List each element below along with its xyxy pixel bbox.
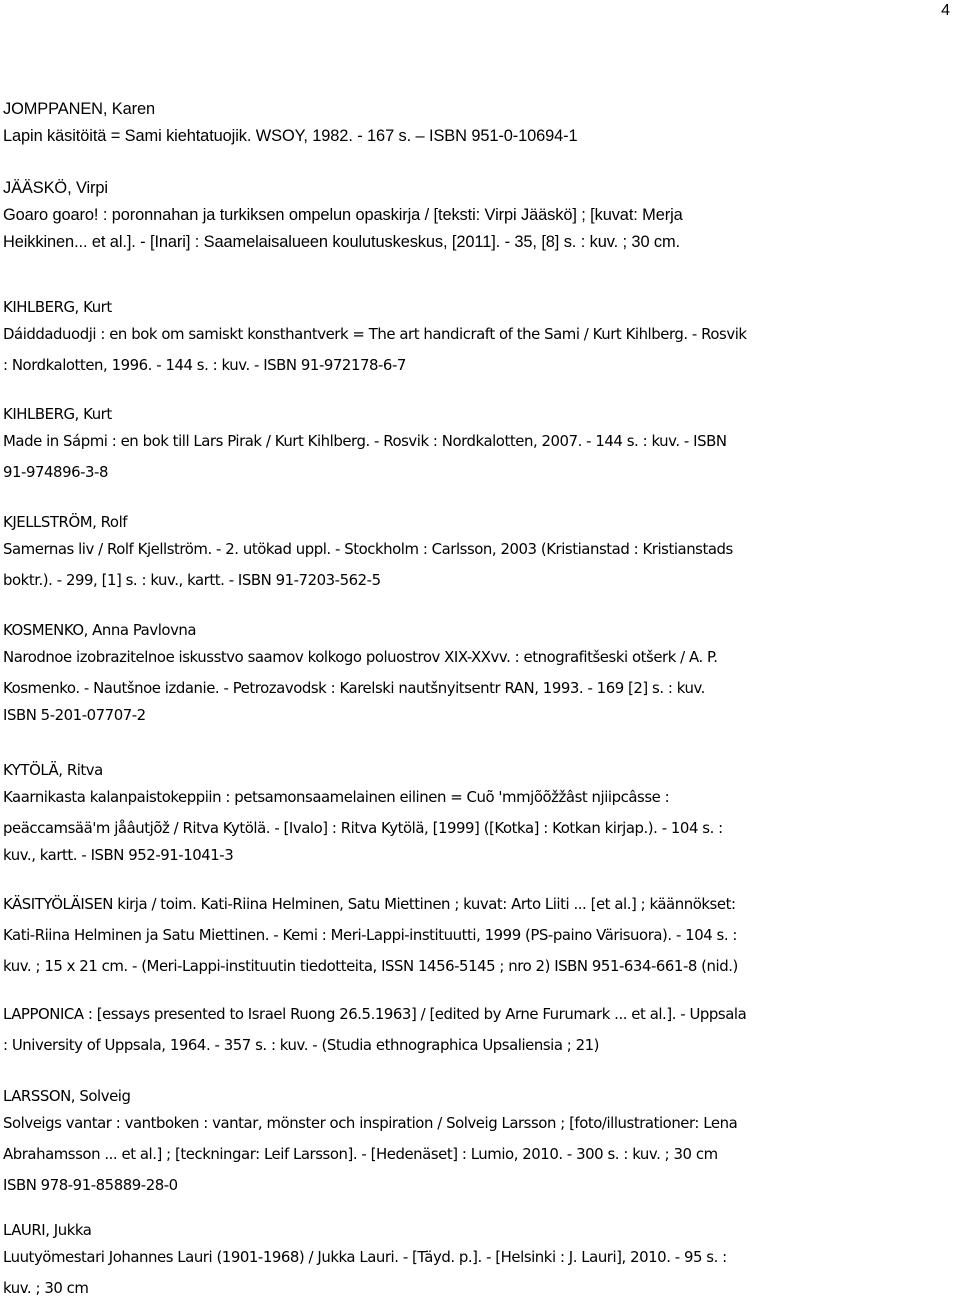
bibliography-entry <box>3 757 958 869</box>
entry-author: KJELLSTRÖM, Rolf <box>3 513 128 531</box>
entry-text-line: Dáiddaduodji : en bok om samiskt konsthantverk = The art handicraft of the Sami / Kurt Kihlberg. - Rosvik <box>3 325 747 343</box>
entry-author: KIHLBERG, Kurt <box>3 298 112 316</box>
bibliography-entry <box>3 617 958 729</box>
entry-text-line: : University of Uppsala, 1964. - 357 s. : kuv. - (Studia ethnographica Upsaliensia ; 21) <box>3 1036 600 1054</box>
entry-text-line: peäccamsää'm jåâutjõž / Ritva Kytölä. - [Ivalo] : Ritva Kytölä, [1999] ([Kotka] : Kotkan kirjap.). - 104 s. : <box>3 819 723 837</box>
entry-text-line: Made in Sápmi : en bok till Lars Pirak / Kurt Kihlberg. - Rosvik : Nordkalotten, 2007. - 144 s. : kuv. - ISBN <box>3 432 727 450</box>
entry-text-line: Luutyömestari Johannes Lauri (1901-1968) / Jukka Lauri. - [Täyd. p.]. - [Helsinki : J. Lauri], 2010. - 95 s. : <box>3 1248 727 1266</box>
entry-text-line: Lapin käsitöitä = Sami kiehtatuojik. WSOY, 1982. - 167 s. – ISBN 951-0-10694-1 <box>3 127 578 145</box>
entry-author: KIHLBERG, Kurt <box>3 405 112 423</box>
entry-author: LARSSON, Solveig <box>3 1087 131 1105</box>
entry-author: KOSMENKO, Anna Pavlovna <box>3 621 197 639</box>
entry-text-line: ISBN 978-91-85889-28-0 <box>3 1176 178 1194</box>
entry-text-line: : Nordkalotten, 1996. - 144 s. : kuv. - ISBN 91-972178-6-7 <box>3 356 406 374</box>
bibliography-entry <box>3 175 958 256</box>
entry-text-line: Goaro goaro! : poronnahan ja turkiksen ompelun opaskirja / [teksti: Virpi Jääskö] ; [kuvat: Merja <box>3 206 683 224</box>
bibliography-entry <box>3 96 958 150</box>
entry-text-line: Narodnoe izobrazitelnoe iskusstvo saamov kolkogo poluostrov XIX-XXvv. : etnografitšeski otšerk / A. P. <box>3 648 718 666</box>
entry-text-line: ISBN 5-201-07707-2 <box>3 706 146 724</box>
bibliography-entry <box>3 1217 958 1302</box>
entry-text-line: kuv., kartt. - ISBN 952-91-1041-3 <box>3 846 234 864</box>
entry-author: KYTÖLÄ, Ritva <box>3 761 103 779</box>
entry-text-line: LAPPONICA : [essays presented to Israel Ruong 26.5.1963] / [edited by Arne Furumark ... et al.]. - Uppsala <box>3 1005 747 1023</box>
entry-text-line: kuv. ; 15 x 21 cm. - (Meri-Lappi-instituutin tiedotteita, ISSN 1456-5145 ; nro 2) ISBN 951-634-661-8 (nid.) <box>3 957 738 975</box>
bibliography-entry <box>3 294 958 379</box>
entry-text-line: Samernas liv / Rolf Kjellström. - 2. utökad uppl. - Stockholm : Carlsson, 2003 (Kristianstad : Kristianstads <box>3 540 733 558</box>
bibliography-entry <box>3 401 958 486</box>
entry-author: JOMPPANEN, Karen <box>3 100 156 118</box>
entry-text-line: KÄSITYÖLÄISEN kirja / toim. Kati-Riina Helminen, Satu Miettinen ; kuvat: Arto Liiti ... [et al.] ; käännökset: <box>3 895 736 913</box>
entry-text-line: kuv. ; 30 cm <box>3 1279 89 1297</box>
bibliography-entry <box>3 891 958 980</box>
entry-text-line: Kaarnikasta kalanpaistokeppiin : petsamonsaamelainen eilinen = Cuõ 'mmjõõžžâst njiipcâsse : <box>3 788 670 806</box>
entry-text-line: Heikkinen... et al.]. - [Inari] : Saamelaisalueen koulutuskeskus, [2011]. - 35, [8] s. : kuv. ; 30 cm. <box>3 233 681 251</box>
entry-text-line: Abrahamsson ... et al.] ; [teckningar: Leif Larsson]. - [Hedenäset] : Lumio, 2010. - 300 s. : kuv. ; 30 cm <box>3 1145 718 1163</box>
entry-text-line: boktr.). - 299, [1] s. : kuv., kartt. - ISBN 91-7203-562-5 <box>3 571 381 589</box>
bibliography-entry <box>3 509 958 594</box>
entry-text-line: Solveigs vantar : vantboken : vantar, mönster och inspiration / Solveig Larsson ; [foto/illustrationer: Lena <box>3 1114 738 1132</box>
page-number: 4 <box>941 2 950 19</box>
entry-text-line: Kati-Riina Helminen ja Satu Miettinen. - Kemi : Meri-Lappi-instituutti, 1999 (PS-paino Värisuora). - 104 s. : <box>3 926 737 944</box>
bibliography-entry <box>3 1001 958 1059</box>
entry-author: LAURI, Jukka <box>3 1221 92 1239</box>
entry-author: JÄÄSKÖ, Virpi <box>3 179 108 197</box>
bibliography-entry <box>3 1083 958 1199</box>
entry-text-line: Kosmenko. - Nautšnoe izdanie. - Petrozavodsk : Karelski nautšnyitsentr RAN, 1993. - 169 [2] s. : kuv. <box>3 679 705 697</box>
entry-text-line: 91-974896-3-8 <box>3 463 109 481</box>
